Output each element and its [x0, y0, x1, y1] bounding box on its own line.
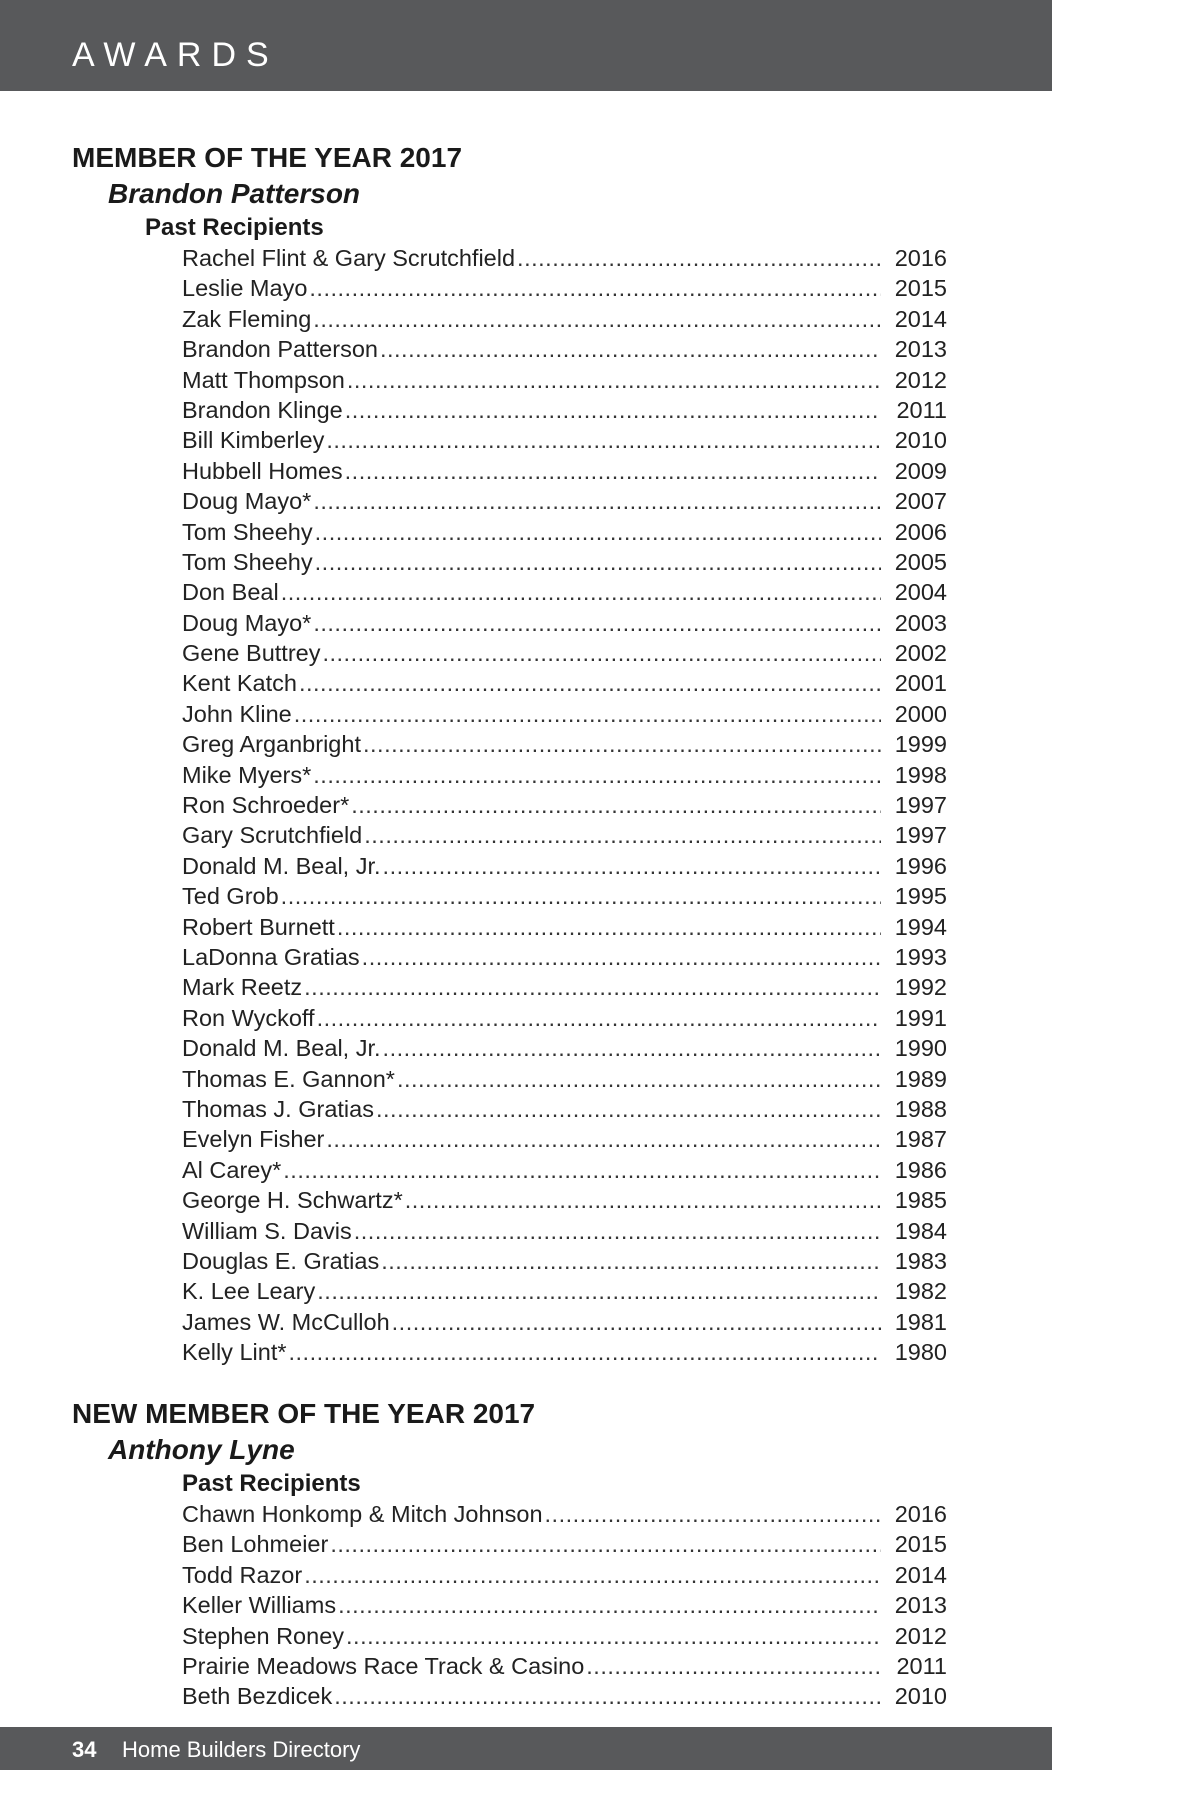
award-year: 2015	[894, 1531, 947, 1558]
dot-leader	[545, 1499, 881, 1529]
dot-leader	[315, 547, 881, 577]
recipient-name: Tom Sheehy	[182, 518, 313, 545]
award-year: 2016	[894, 1501, 947, 1527]
dot-leader	[405, 1185, 881, 1215]
dot-leader	[345, 395, 881, 425]
award-year: 2013	[894, 336, 947, 363]
award-year: 2006	[894, 518, 947, 545]
dot-leader	[309, 273, 881, 303]
recipient-name: Thomas E. Gannon*	[182, 1065, 395, 1092]
page-number: 34	[72, 1737, 97, 1762]
list-item	[182, 456, 947, 486]
recipient-list	[182, 243, 947, 1367]
winner-name: Brandon Patterson	[108, 178, 361, 209]
dot-leader	[313, 760, 881, 790]
dot-leader	[351, 790, 881, 820]
recipient-name: Tom Sheehy	[182, 548, 313, 575]
list-item	[182, 517, 947, 547]
dot-leader	[313, 486, 881, 516]
header-bar	[0, 0, 1052, 91]
recipient-name: Doug Mayo*	[182, 609, 312, 636]
recipient-name: James W. McCulloh	[182, 1308, 390, 1335]
list-item	[182, 1276, 947, 1306]
dot-leader	[281, 881, 881, 911]
recipient-name: Ron Schroeder*	[182, 792, 350, 819]
list-item	[182, 790, 947, 820]
award-year: 2011	[896, 1652, 947, 1679]
dot-leader	[322, 638, 881, 668]
dot-leader	[334, 1681, 881, 1711]
recipient-name: Donald M. Beal, Jr.	[182, 852, 381, 879]
list-item	[182, 365, 947, 395]
list-item	[182, 1185, 947, 1215]
award-year: 2015	[894, 275, 947, 302]
award-year: 2014	[894, 305, 947, 332]
award-year: 2002	[894, 640, 947, 667]
recipient-name: LaDonna Gratias	[182, 943, 360, 970]
recipient-name: Robert Burnett	[182, 913, 335, 940]
award-year: 1995	[894, 883, 947, 910]
recipient-name: Doug Mayo*	[182, 488, 312, 515]
dot-leader	[326, 1124, 881, 1154]
recipient-name: Don Beal	[182, 579, 279, 606]
award-year: 2012	[894, 1622, 947, 1649]
recipient-name: Douglas E. Gratias	[182, 1247, 380, 1274]
list-item	[182, 395, 947, 425]
award-year: 1984	[894, 1217, 947, 1244]
dot-leader	[392, 1307, 881, 1337]
section-title: MEMBER OF THE YEAR 2017	[72, 142, 463, 173]
recipient-name: Ted Grob	[182, 883, 279, 910]
award-year: 2013	[894, 1592, 947, 1619]
recipient-name: Al Carey*	[182, 1156, 282, 1183]
dot-leader	[383, 851, 881, 881]
list-item	[182, 1681, 947, 1711]
award-year: 2012	[894, 366, 947, 393]
award-year: 2010	[894, 427, 947, 454]
page-title: AWARDS	[72, 36, 279, 74]
list-item	[182, 638, 947, 668]
recipient-name: Greg Arganbright	[182, 731, 361, 758]
recipient-name: Donald M. Beal, Jr.	[182, 1035, 381, 1062]
list-item	[182, 273, 947, 303]
list-item	[182, 729, 947, 759]
section-title: NEW MEMBER OF THE YEAR 2017	[72, 1398, 536, 1429]
dot-leader	[289, 1337, 882, 1367]
past-recipients-label: Past Recipients	[182, 1470, 361, 1497]
list-item	[182, 1499, 947, 1529]
dot-leader	[304, 1560, 881, 1590]
recipient-name: Evelyn Fisher	[182, 1126, 325, 1153]
list-item	[182, 881, 947, 911]
list-item	[182, 668, 947, 698]
list-item	[182, 1155, 947, 1185]
recipient-name: Brandon Patterson	[182, 336, 378, 363]
recipient-name: Matt Thompson	[182, 366, 345, 393]
recipient-name: Chawn Honkomp & Mitch Johnson	[182, 1501, 543, 1527]
award-year: 1997	[894, 792, 947, 819]
list-item	[182, 699, 947, 729]
dot-leader	[383, 1033, 881, 1063]
list-item	[182, 820, 947, 850]
award-year: 2014	[894, 1561, 947, 1588]
dot-leader	[380, 334, 881, 364]
recipient-name: Beth Bezdicek	[182, 1683, 333, 1710]
award-year: 1996	[894, 852, 947, 879]
award-year: 1993	[894, 943, 947, 970]
recipient-name: Stephen Roney	[182, 1622, 345, 1649]
award-year: 2001	[894, 670, 947, 697]
list-item	[182, 1560, 947, 1590]
dot-leader	[345, 456, 881, 486]
list-item	[182, 1529, 947, 1559]
award-year: 2007	[894, 488, 947, 515]
recipient-name: William S. Davis	[182, 1217, 352, 1244]
award-year: 1983	[894, 1247, 947, 1274]
dot-leader	[317, 1276, 881, 1306]
list-item	[182, 942, 947, 972]
list-item	[182, 1337, 947, 1367]
dot-leader	[397, 1064, 881, 1094]
dot-leader	[317, 1003, 881, 1033]
recipient-name: Thomas J. Gratias	[182, 1095, 374, 1122]
list-item	[182, 1124, 947, 1154]
list-item	[182, 1651, 947, 1681]
new-member-of-the-year-section	[72, 1397, 947, 1712]
recipient-name: Zak Fleming	[182, 305, 312, 332]
dot-leader	[376, 1094, 881, 1124]
recipient-name: Mark Reetz	[182, 974, 303, 1001]
award-year: 1981	[894, 1308, 947, 1335]
dot-leader	[304, 972, 881, 1002]
list-item	[182, 577, 947, 607]
award-year: 1999	[894, 731, 947, 758]
list-item	[182, 760, 947, 790]
recipient-name: Bill Kimberley	[182, 427, 325, 454]
award-year: 2000	[894, 700, 947, 727]
award-year: 1991	[894, 1004, 947, 1031]
list-item	[182, 1033, 947, 1063]
recipient-name: Kent Katch	[182, 670, 297, 697]
dot-leader	[330, 1529, 881, 1559]
dot-leader	[299, 668, 881, 698]
dot-leader	[281, 577, 881, 607]
award-year: 2005	[894, 548, 947, 575]
award-year: 1992	[894, 974, 947, 1001]
dot-leader	[294, 699, 881, 729]
award-year: 1989	[894, 1065, 947, 1092]
page-margin	[1052, 0, 1200, 1800]
award-year: 1980	[894, 1339, 947, 1366]
list-item	[182, 1590, 947, 1620]
list-item	[182, 425, 947, 455]
award-year: 2011	[896, 396, 947, 423]
award-year: 1997	[894, 822, 947, 849]
dot-leader	[338, 1590, 881, 1620]
list-item	[182, 972, 947, 1002]
list-item	[182, 486, 947, 516]
dot-leader	[364, 820, 881, 850]
recipient-name: Ron Wyckoff	[182, 1004, 315, 1031]
recipient-name: Keller Williams	[182, 1592, 337, 1619]
dot-leader	[381, 1246, 881, 1276]
list-item	[182, 1064, 947, 1094]
dot-leader	[337, 912, 881, 942]
recipient-name: Kelly Lint*	[182, 1339, 287, 1366]
award-year: 1998	[894, 761, 947, 788]
list-item	[182, 1094, 947, 1124]
dot-leader	[586, 1651, 881, 1681]
dot-leader	[346, 1621, 881, 1651]
dot-leader	[354, 1216, 881, 1246]
award-year: 2003	[894, 609, 947, 636]
member-of-the-year-section	[72, 141, 947, 1367]
list-item	[182, 547, 947, 577]
award-year: 1990	[894, 1035, 947, 1062]
recipient-name: John Kline	[182, 700, 292, 727]
recipient-name: Rachel Flint & Gary Scrutchfield	[182, 245, 516, 271]
recipient-name: Gary Scrutchfield	[182, 822, 363, 849]
award-year: 1982	[894, 1278, 947, 1305]
dot-leader	[326, 425, 881, 455]
dot-leader	[517, 243, 881, 273]
list-item	[182, 1246, 947, 1276]
award-year: 2004	[894, 579, 947, 606]
list-item	[182, 1216, 947, 1246]
award-year: 1987	[894, 1126, 947, 1153]
recipient-name: Leslie Mayo	[182, 275, 308, 302]
award-year: 2009	[894, 457, 947, 484]
dot-leader	[315, 517, 881, 547]
recipient-name: Brandon Klinge	[182, 396, 343, 423]
list-item	[182, 1307, 947, 1337]
recipient-name: Hubbell Homes	[182, 457, 343, 484]
list-item	[182, 1003, 947, 1033]
dot-leader	[313, 608, 881, 638]
winner-name: Anthony Lyne	[108, 1434, 295, 1465]
dot-leader	[362, 942, 881, 972]
dot-leader	[363, 729, 881, 759]
recipient-name: Prairie Meadows Race Track & Casino	[182, 1652, 585, 1679]
recipient-name: Mike Myers*	[182, 761, 312, 788]
list-item	[182, 912, 947, 942]
award-year: 1988	[894, 1095, 947, 1122]
dot-leader	[347, 365, 881, 395]
recipient-name: K. Lee Leary	[182, 1278, 316, 1305]
award-year: 1994	[894, 913, 947, 940]
list-item	[182, 243, 947, 273]
list-item	[182, 1621, 947, 1651]
recipient-name: Ben Lohmeier	[182, 1531, 329, 1558]
recipient-name: George H. Schwartz*	[182, 1187, 403, 1214]
award-year: 1985	[894, 1187, 947, 1214]
list-item	[182, 851, 947, 881]
award-year: 1986	[894, 1156, 947, 1183]
past-recipients-label: Past Recipients	[145, 214, 324, 241]
award-year: 2016	[894, 245, 947, 271]
list-item	[182, 304, 947, 334]
publication-name: Home Builders Directory	[122, 1737, 361, 1762]
recipient-name: Todd Razor	[182, 1561, 303, 1588]
list-item	[182, 334, 947, 364]
award-year: 2010	[894, 1683, 947, 1710]
recipient-list	[182, 1499, 947, 1712]
dot-leader	[283, 1155, 881, 1185]
list-item	[182, 608, 947, 638]
dot-leader	[313, 304, 881, 334]
footer-bar	[0, 1727, 1052, 1770]
recipient-name: Gene Buttrey	[182, 640, 321, 667]
